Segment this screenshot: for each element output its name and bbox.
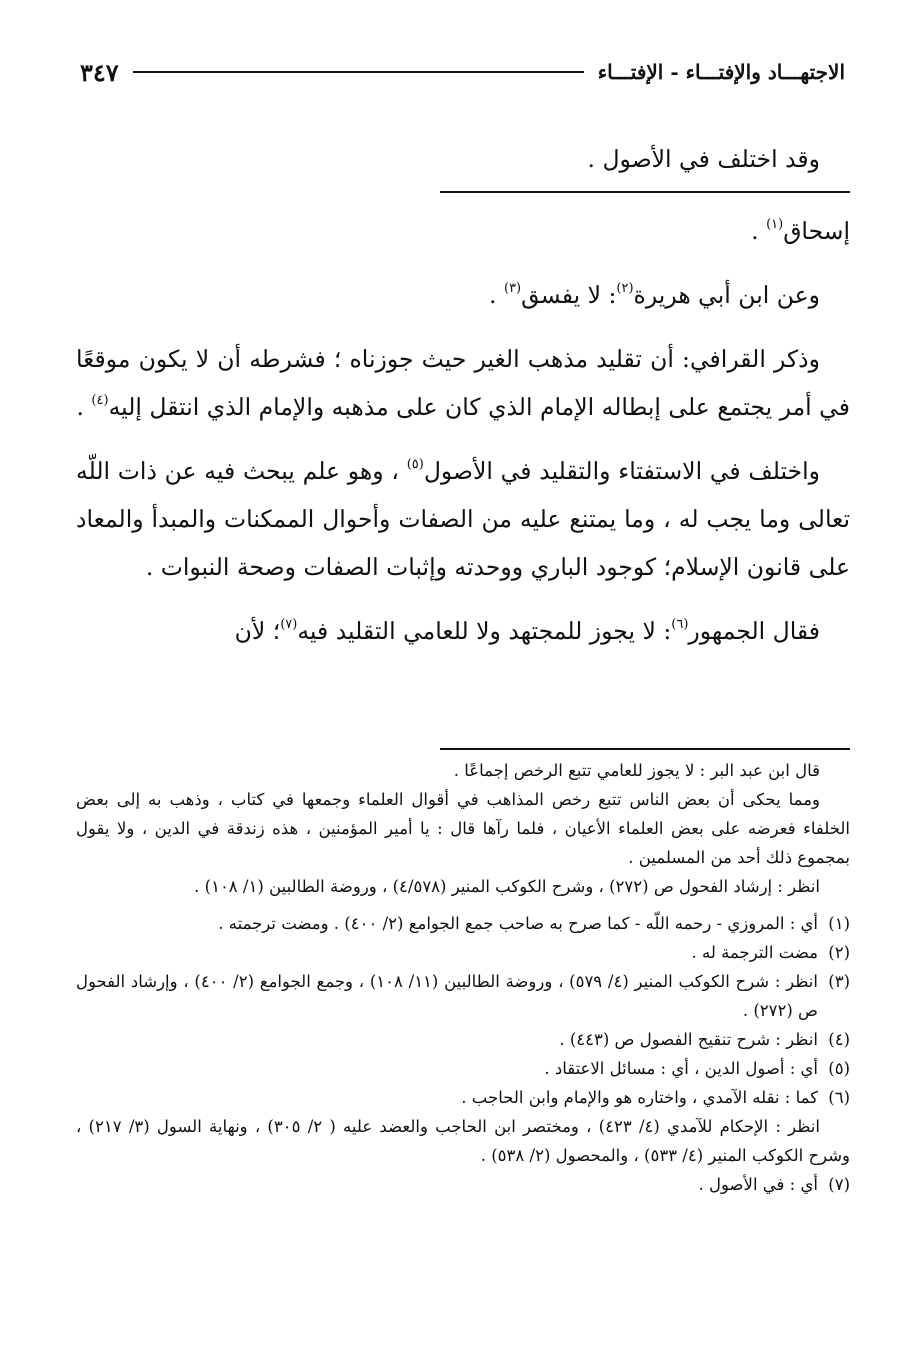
paragraph-qarafi xyxy=(76,335,850,431)
text-separator-rule xyxy=(440,191,850,193)
footnote-text: كما : نقله الآمدي ، واختاره هو والإمام وابن الحاجب . xyxy=(461,1088,818,1107)
footnote-text: أي : في الأصول . xyxy=(698,1175,818,1194)
footnote-separator-rule xyxy=(440,748,850,750)
footnote-ref: (٤) xyxy=(91,393,109,408)
footnote-ref: (٧) xyxy=(280,617,298,632)
footnote-number: (١) xyxy=(828,914,850,933)
paragraph-text: : لا يفسق xyxy=(521,281,617,309)
carryover-line: وقد اختلف في الأصول . xyxy=(587,145,820,173)
footnote-number: (٦) xyxy=(828,1088,850,1107)
paragraph-ibn-abi-hurayra xyxy=(76,271,850,319)
footnote-text: أي : أصول الدين ، أي : مسائل الاعتقاد . xyxy=(544,1059,818,1078)
footnote-carryover: انظر : إرشاد الفحول ص (٢٧٢) ، وشرح الكوكب المنير (٤/٥٧٨) ، وروضة الطالبين (١/ ١٠٨) . xyxy=(194,877,820,896)
footnote-ref: (٦) xyxy=(671,617,689,632)
footnote-text: انظر : شرح الكوكب المنير (٤/ ٥٧٩) ، وروضة الطالبين (١١/ ١٠٨) ، وجمع الجوامع (٢/ ٤٠٠) ، وإرشاد الفحول ص (٢٧٢) . xyxy=(76,972,818,1020)
running-header-title: الاجتهـــاد والإفتـــاء - الإفتـــاء xyxy=(597,60,845,84)
footnote-ref: (٥) xyxy=(406,457,424,472)
footnote-number: (٥) xyxy=(828,1059,850,1078)
paragraph-istifta xyxy=(76,447,850,591)
paragraph-jumhur xyxy=(76,607,850,655)
footnote-number: (٧) xyxy=(828,1175,850,1194)
paragraph-text: إسحاق xyxy=(783,217,850,245)
footnote-carryover: قال ابن عبد البر : لا يجوز للعامي تتبع الرخص إجماعًا . xyxy=(453,761,820,780)
spacer xyxy=(76,319,850,335)
footnote-ref: (٢) xyxy=(616,281,634,296)
main-text xyxy=(76,135,850,655)
footnote-text: أي : المروزي - رحمه اللّه - كما صرح به صاحب جمع الجوامع (٢/ ٤٠٠) . ومضت ترجمته . xyxy=(218,914,818,933)
paragraph-tail: . xyxy=(751,217,767,245)
footnote-ref: (٣) xyxy=(503,281,522,296)
paragraph-text: وذكر القرافي: أن تقليد مذهب الغير حيث جوزناه ؛ فشرطه أن لا يكون موقعًا في أمر يجتمع على إبطاله الإمام الذي كان على مذهبه والإمام الذي انتقل إليه xyxy=(76,345,850,421)
footnote-carryover: ومما يحكى أن بعض الناس تتبع رخص المذاهب في أقوال العلماء وجمعها في كتاب ، وذهب به إلى بعض الخلفاء فعرضه على بعض العلماء الأعيان ، فلما رآها قال : يا أمير المؤمنين ، هذه زندقة في الدين ، ولا يقول بمجموع ذلك أحد من المسلمين . xyxy=(76,790,850,867)
footnote-item xyxy=(76,967,850,1025)
paragraph-text: فقال الجمهور xyxy=(688,617,820,645)
page-number: ٣٤٧ xyxy=(80,57,119,87)
footnote-item xyxy=(76,938,850,967)
paragraph-text: ، وهو علم يبحث فيه عن ذات اللّه تعالى وما يجب له ، وما يمتنع عليه من الصفات وأحوال الممكنات والمبدأ والمعاد على قانون الإسلام؛ كوجود الباري ووحدته وإثبات الصفات وصحة النبوات . xyxy=(76,457,850,581)
header-rule xyxy=(133,71,584,73)
footnote-item xyxy=(76,909,850,938)
paragraph-text: : لا يجوز للمجتهد ولا للعامي التقليد فيه xyxy=(297,617,672,645)
paragraph-tail: . xyxy=(489,281,504,309)
paragraph-ishaq xyxy=(76,207,850,255)
footnote-number: (٣) xyxy=(828,972,850,991)
footnote-number: (٢) xyxy=(828,943,850,962)
footnote-text: مضت الترجمة له . xyxy=(691,943,818,962)
paragraph-tail: . xyxy=(76,393,92,421)
paragraph-text: وعن ابن أبي هريرة xyxy=(633,281,820,309)
footnote-number: (٤) xyxy=(828,1030,850,1049)
footnote-ref: (١) xyxy=(766,217,784,232)
paragraph-text: واختلف في الاستفتاء والتقليد في الأصول xyxy=(423,457,820,485)
footnotes-section xyxy=(76,748,850,1199)
footnote-item xyxy=(76,1083,850,1112)
spacer xyxy=(76,255,850,271)
spacer xyxy=(76,901,850,909)
footnote-item xyxy=(76,1025,850,1054)
running-header xyxy=(80,50,845,94)
footnote-continuation: انظر : الإحكام للآمدي (٤/ ٤٢٣) ، ومختصر ابن الحاجب والعضد عليه ( ٢/ ٣٠٥) ، ونهاية السول (٣/ ٢١٧) ، وشرح الكوكب المنير (٤/ ٥٣٣) ، والمحصول (٢/ ٥٣٨) . xyxy=(76,1117,850,1165)
footnote-text: انظر : شرح تنقيح الفصول ص (٤٤٣) . xyxy=(559,1030,818,1049)
spacer xyxy=(76,431,850,447)
footnote-item xyxy=(76,1170,850,1199)
paragraph-text: ؛ لأن xyxy=(234,617,281,645)
footnote-item xyxy=(76,1054,850,1083)
